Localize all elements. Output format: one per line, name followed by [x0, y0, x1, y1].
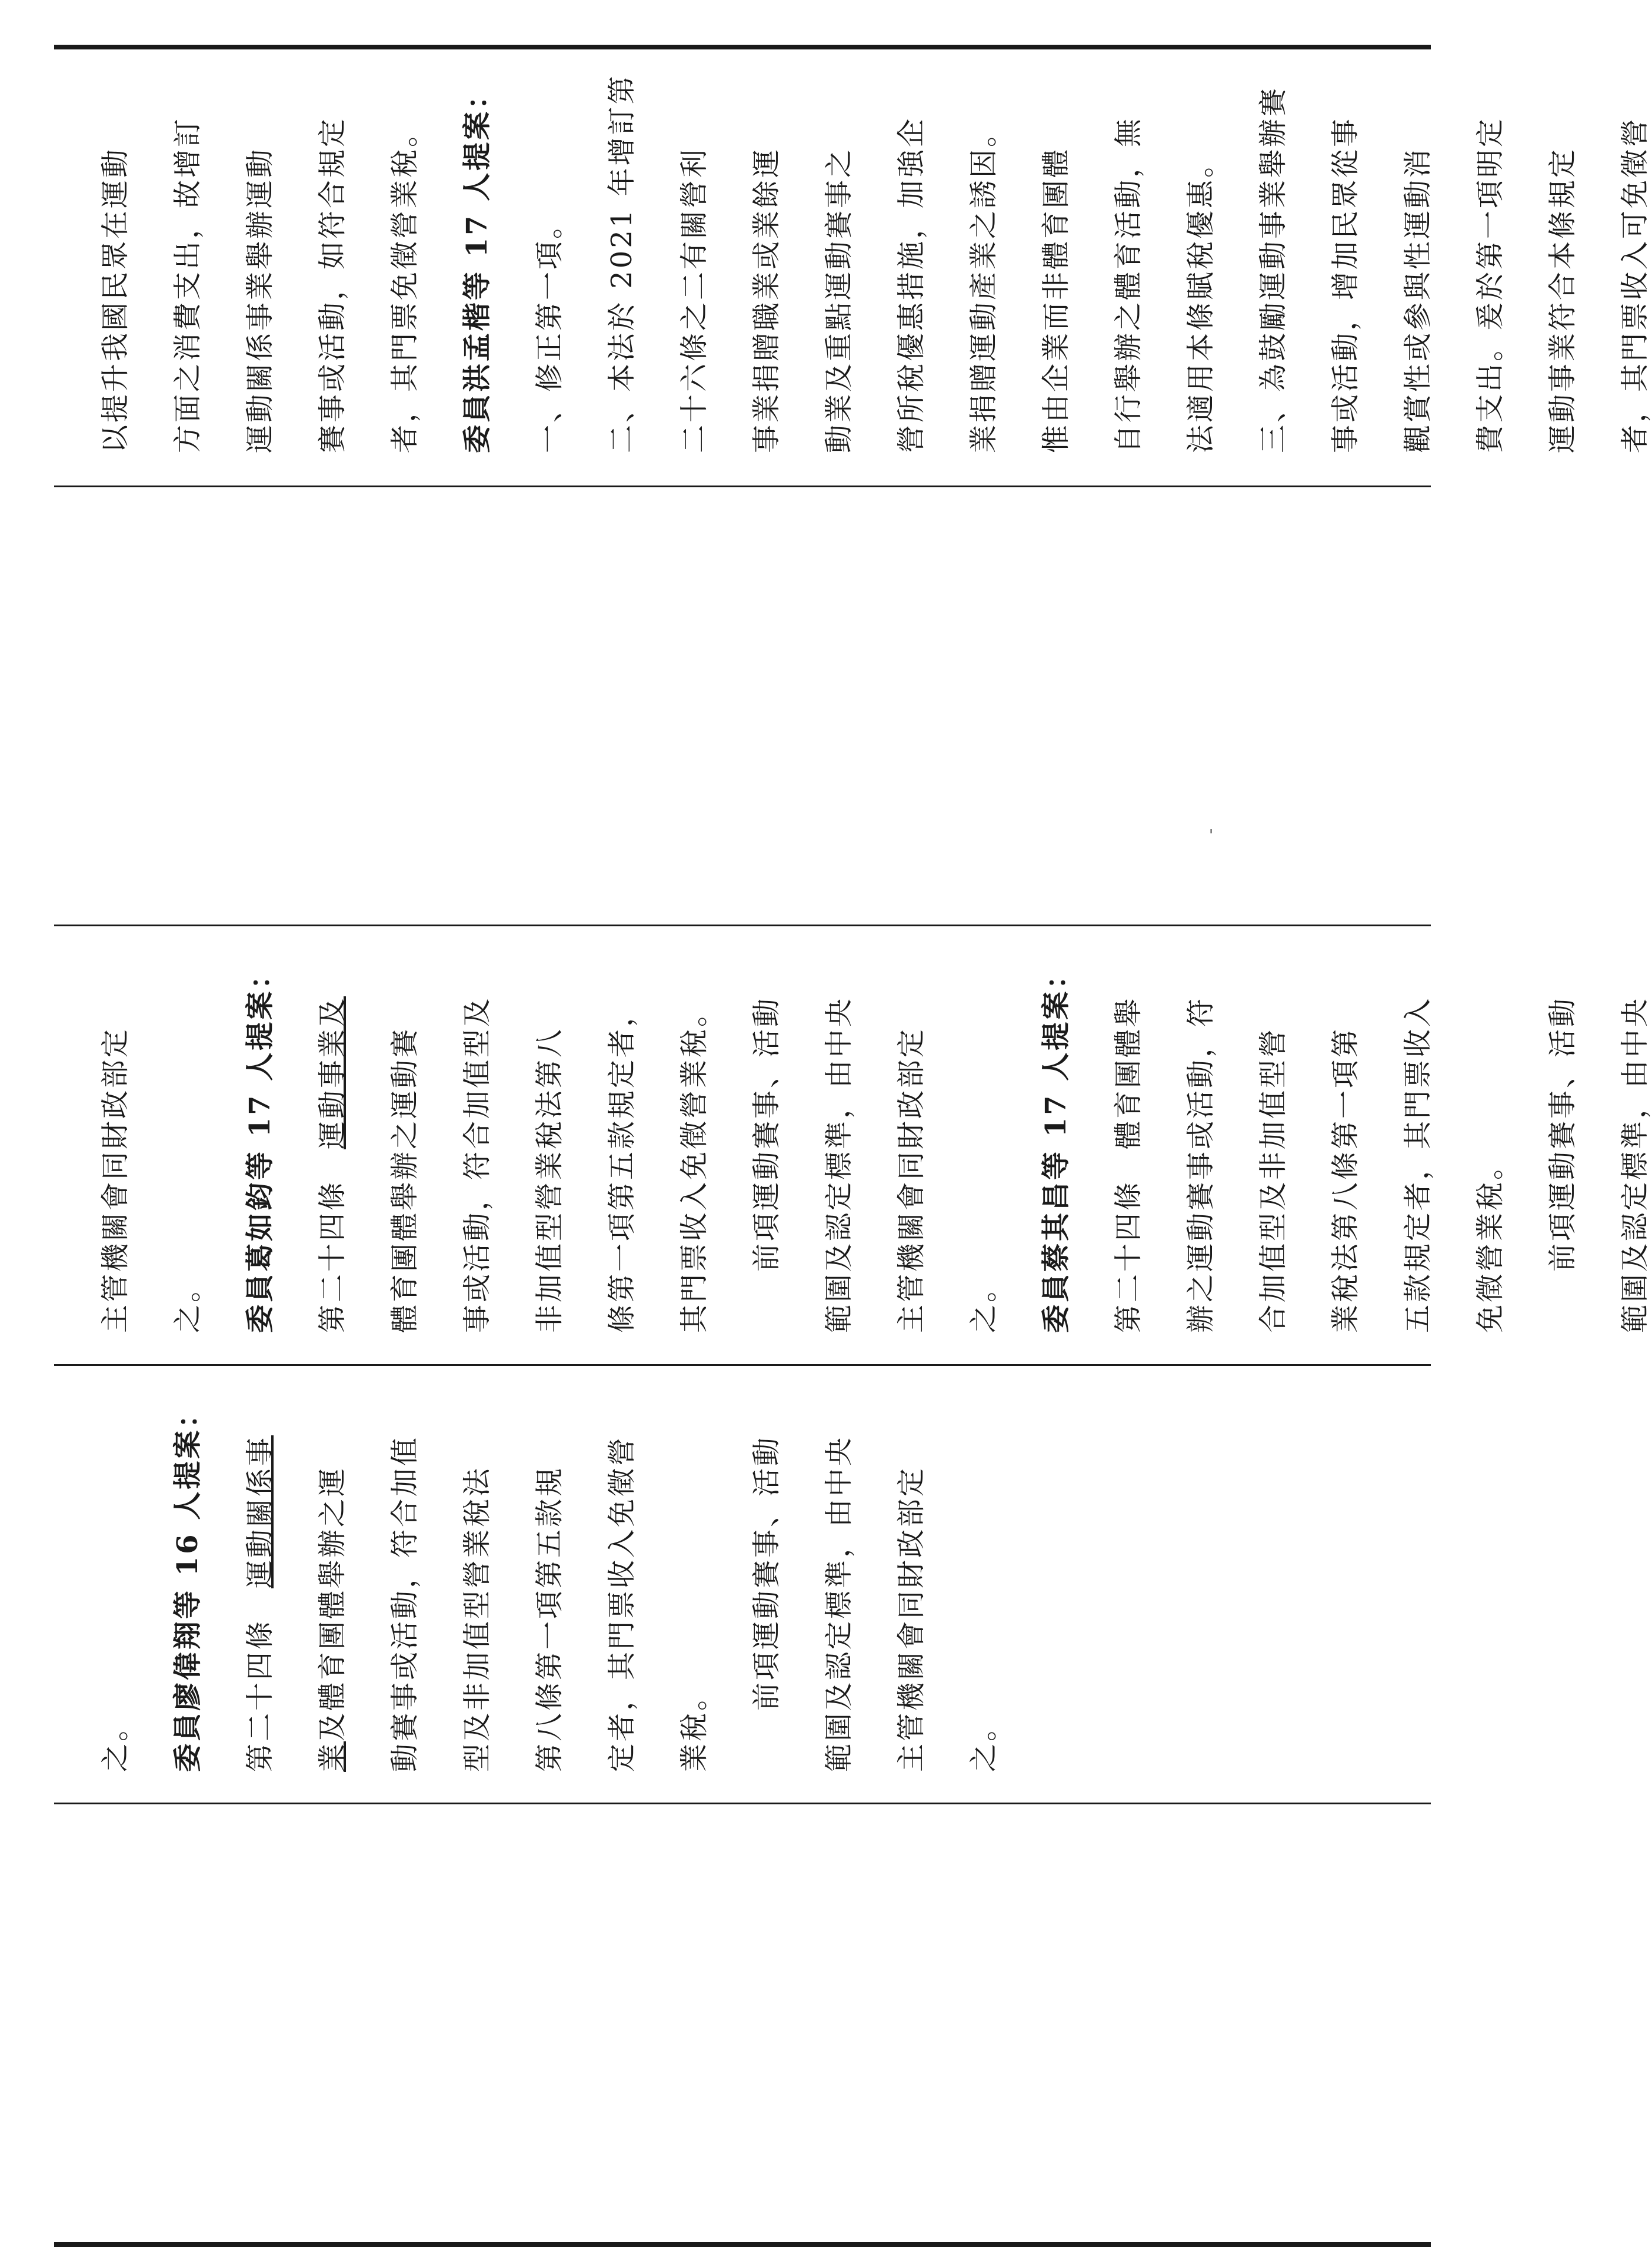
text-line: 業捐贈運動產業之誘因。 [967, 116, 1000, 453]
text-line: 一、修正第一項。 [533, 208, 566, 453]
text-block-middle [54, 936, 1651, 1356]
text-line: 事或活動，增加民眾從事 [1329, 116, 1362, 453]
stray-mark: ' [1209, 827, 1214, 844]
proposal-heading: 委員蔡其昌等 17 人提案： [1040, 958, 1073, 1333]
text-line: 觀賞性或參與性運動消 [1401, 147, 1434, 453]
text-line: 者，其門票免徵營業稅。 [388, 116, 421, 453]
text-line: 第二十四條 體育團體舉 [1112, 996, 1145, 1333]
text-line: 業稅。 [678, 1680, 711, 1772]
proposal-heading: 委員廖偉翔等 16 人提案： [171, 1397, 204, 1772]
text-line: 營所稅優惠措施，加強企 [895, 116, 928, 453]
text-line: 之。 [99, 1710, 132, 1772]
text-line: 主管機關會同財政部定 [99, 1026, 132, 1333]
text-line: 第二十四條 運動事業及 [316, 996, 349, 1333]
proposal-heading: 委員洪孟楷等 17 人提案： [461, 78, 494, 453]
text-line: 事或活動，符合加值型及 [461, 996, 494, 1333]
text-line: 體育團體舉辦之運動賽 [388, 1026, 421, 1333]
text-line: 運動事業符合本條規定 [1546, 147, 1579, 453]
text-block-top [54, 56, 1651, 477]
text-line: 前項運動賽事、活動 [1546, 996, 1579, 1333]
text-line: 主管機關會同財政部定 [895, 1026, 928, 1333]
text-line: 業及體育團體舉辦之運 [316, 1465, 349, 1772]
proposal-heading: 委員葛如鈞等 17 人提案： [244, 958, 277, 1333]
text-line: 範圍及認定標準，由中央 [822, 996, 855, 1333]
text-block-bottom [54, 1375, 1431, 1796]
text-line: 以提升我國民眾在運動 [99, 147, 132, 453]
text-line: 合加值型及非加值型營 [1257, 1026, 1290, 1333]
text-line: 者，其門票收入可免徵營 [1618, 116, 1651, 453]
divider-1 [54, 486, 1431, 487]
text-line: 第八條第一項第五款規 [533, 1465, 566, 1772]
text-line: 動賽事或活動，符合加值 [388, 1435, 421, 1772]
text-line: 主管機關會同財政部定 [895, 1465, 928, 1772]
text-line: 法適用本條賦稅優惠。 [1184, 147, 1217, 453]
text-line: 非加值型營業稅法第八 [533, 1026, 566, 1333]
text-line: 定者，其門票收入免徵營 [605, 1435, 638, 1772]
text-line: 之。 [967, 1271, 1000, 1333]
text-line: 賽事或活動，如符合規定 [316, 116, 349, 453]
text-line: 方面之消費支出，故增訂 [171, 116, 204, 453]
bottom-rule [54, 2242, 1431, 2247]
text-line: 業稅法第八條第一項第 [1329, 1026, 1362, 1333]
text-line: 第二十四條 運動關係事 [244, 1435, 277, 1772]
divider-4 [54, 1803, 1431, 1804]
text-line: 運動關係事業舉辦運動 [244, 147, 277, 453]
text-line: 免徵營業稅。 [1474, 1149, 1507, 1333]
text-line: 範圍及認定標準，由中央 [822, 1435, 855, 1772]
text-line: 五款規定者，其門票收入 [1401, 996, 1434, 1333]
text-line: 範圍及認定標準，由中央 [1618, 996, 1651, 1333]
text-line: 自行舉辦之體育活動，無 [1112, 116, 1145, 453]
text-line: 三、為鼓勵運動事業舉辦賽 [1257, 85, 1290, 453]
text-line: 之。 [171, 1271, 204, 1333]
text-line: 動業及重點運動賽事之 [822, 147, 855, 453]
text-line: 型及非加值型營業稅法 [461, 1465, 494, 1772]
text-line: 條第一項第五款規定者， [605, 996, 638, 1333]
text-line: 二、本法於 2021 年增訂第 [605, 74, 638, 453]
text-line: 二十六條之二有關營利 [678, 147, 711, 453]
text-line: 事業捐贈職業或業餘運 [750, 147, 783, 453]
text-line: 之。 [967, 1710, 1000, 1772]
text-line: 辦之運動賽事或活動，符 [1184, 996, 1217, 1333]
text-line: 惟由企業而非體育團體 [1040, 147, 1073, 453]
text-line: 前項運動賽事、活動 [750, 1435, 783, 1772]
text-line: 前項運動賽事、活動 [750, 996, 783, 1333]
text-line: 其門票收入免徵營業稅。 [678, 996, 711, 1333]
text-line: 費支出。爰於第一項明定 [1474, 116, 1507, 453]
